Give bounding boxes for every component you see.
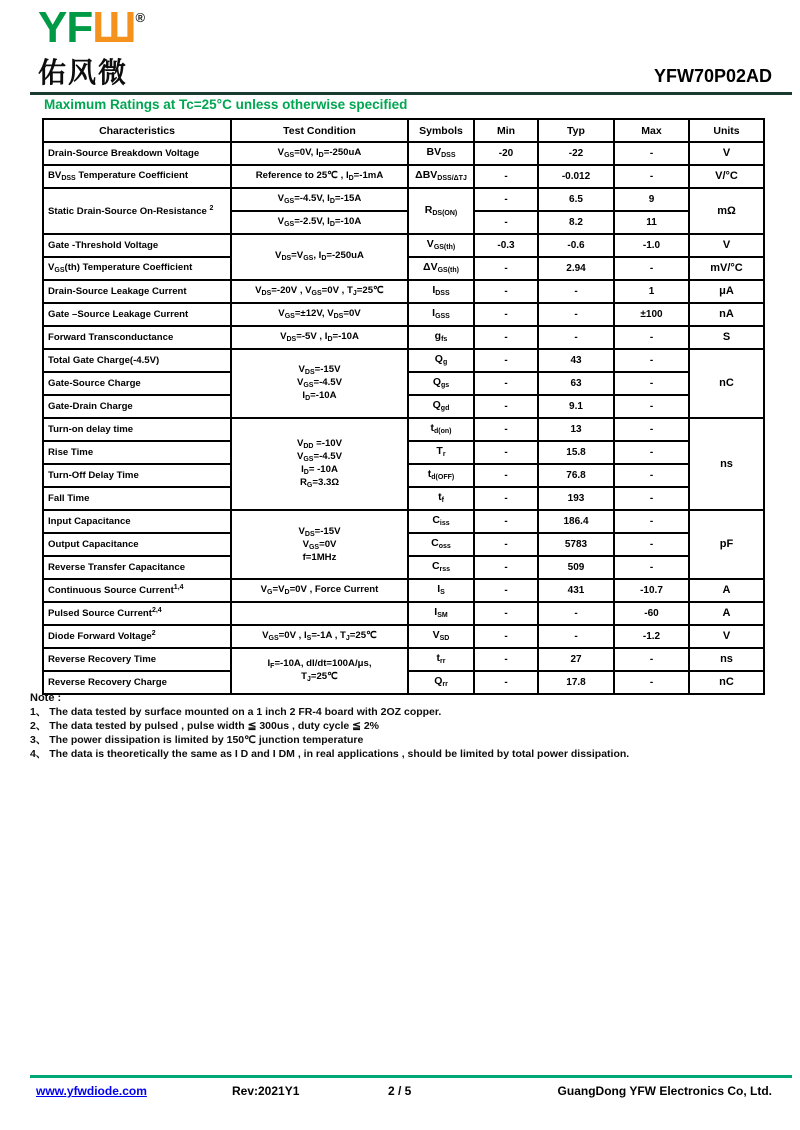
table-cell: -	[474, 533, 538, 556]
table-cell: Pulsed Source Current$^{2,4}$	[43, 602, 231, 625]
table-cell: Reference to 25℃ , $I_D=-1mA$	[231, 165, 408, 188]
table-cell: -	[474, 441, 538, 464]
table-cell: -0.012	[538, 165, 614, 188]
table-cell: ±100	[614, 303, 689, 326]
table-cell: $V_{DS}=-15V$ $V_{GS}=-4.5V$ $I_D=-10A$	[231, 349, 408, 418]
table-cell: $V_{GS}=\pm 12V$, $V_{DS}=0V$	[231, 303, 408, 326]
table-cell: nC	[689, 349, 764, 418]
table-cell: $\Delta BV_{DSS/\Delta TJ}$	[408, 165, 474, 188]
column-header-min: Min	[474, 119, 538, 142]
table-cell: -60	[614, 602, 689, 625]
column-header-test-condition: Test Condition	[231, 119, 408, 142]
table-cell: 17.8	[538, 671, 614, 694]
table-cell: nC	[689, 671, 764, 694]
table-cell: -	[474, 671, 538, 694]
table-cell: -	[614, 372, 689, 395]
table-cell: mV/°C	[689, 257, 764, 280]
logo-w-glyph: Ш	[92, 3, 136, 52]
registered-trademark-icon: ®	[135, 10, 146, 25]
table-cell: -	[474, 165, 538, 188]
table-cell: -1.2	[614, 625, 689, 648]
logo-chinese-name: 佑风微	[38, 57, 129, 88]
table-cell: Turn-Off Delay Time	[43, 464, 231, 487]
table-cell: 9.1	[538, 395, 614, 418]
table-cell: Fall Time	[43, 487, 231, 510]
table-cell: Continuous Source Current$^{1,4}$	[43, 579, 231, 602]
column-header-typ: Typ	[538, 119, 614, 142]
table-cell: Turn-on delay time	[43, 418, 231, 441]
table-cell: 193	[538, 487, 614, 510]
table-cell: V	[689, 625, 764, 648]
table-cell: -0.3	[474, 234, 538, 257]
table-cell: -20	[474, 142, 538, 165]
table-cell: 8.2	[538, 211, 614, 234]
table-cell: V	[689, 234, 764, 257]
table-cell: 5783	[538, 533, 614, 556]
table-cell: 509	[538, 556, 614, 579]
table-cell: Gate-Source Charge	[43, 372, 231, 395]
table-cell: 13	[538, 418, 614, 441]
page-number: 2 / 5	[388, 1084, 412, 1098]
table-cell: $t_{d(on)}$	[408, 418, 474, 441]
table-cell: -	[614, 165, 689, 188]
table-cell: pF	[689, 510, 764, 579]
table-cell: $V_{DD} =-10V$ $V_{GS}=-4.5V$ $I_D= -10A$ $R_G=3.3\Omega$	[231, 418, 408, 510]
column-header-characteristics: Characteristics	[43, 119, 231, 142]
table-cell: -22	[538, 142, 614, 165]
table-cell: -	[614, 257, 689, 280]
table-cell: $t_f$	[408, 487, 474, 510]
table-cell: $R_{DS(ON)}$	[408, 188, 474, 234]
note-item: 2、 The data tested by pulsed , pulse width ≦ 300us , duty cycle ≦ 2%	[30, 720, 380, 732]
table-cell: $V_{GS}=-4.5V$, $I_D=-15A$	[231, 188, 408, 211]
table-cell: Reverse Transfer Capacitance	[43, 556, 231, 579]
logo-wordmark	[38, 3, 146, 52]
table-cell: 11	[614, 211, 689, 234]
table-cell: -	[474, 349, 538, 372]
table-cell: -	[538, 602, 614, 625]
table-cell: -	[538, 625, 614, 648]
table-cell: $V_{SD}$	[408, 625, 474, 648]
table-cell: mΩ	[689, 188, 764, 234]
table-cell: 63	[538, 372, 614, 395]
table-cell: A	[689, 579, 764, 602]
table-cell: $C_{iss}$	[408, 510, 474, 533]
notes-section	[30, 692, 770, 761]
table-cell: $BV_{DSS}$ Temperature Coefficient	[43, 165, 231, 188]
revision-label: Rev:2021Y1	[232, 1084, 300, 1098]
table-cell: -	[474, 510, 538, 533]
table-cell: Gate -Threshold Voltage	[43, 234, 231, 257]
table-cell: $g_{fs}$	[408, 326, 474, 349]
table-row	[43, 188, 764, 211]
table-cell: 431	[538, 579, 614, 602]
column-header-units: Units	[689, 119, 764, 142]
table-header-row	[43, 119, 764, 142]
footer	[0, 1084, 800, 1104]
table-row	[43, 510, 764, 533]
note-item: 1、 The data tested by surface mounted on a 1 inch 2 FR-4 board with 2OZ copper.	[30, 706, 442, 718]
table-cell: $V_{DS}=-15V$ $V_{GS}=0V$ f=1MHz	[231, 510, 408, 579]
table-row	[43, 142, 764, 165]
header-divider-line	[30, 92, 792, 95]
table-cell: A	[689, 602, 764, 625]
table-cell: -	[474, 418, 538, 441]
table-cell: -0.6	[538, 234, 614, 257]
column-header-max: Max	[614, 119, 689, 142]
part-number-title: YFW70P02AD	[653, 66, 772, 86]
table-cell: -	[614, 648, 689, 671]
table-cell: 186.4	[538, 510, 614, 533]
table-cell: -	[474, 326, 538, 349]
table-cell: -	[474, 303, 538, 326]
table-cell: $T_r$	[408, 441, 474, 464]
table-cell: 2.94	[538, 257, 614, 280]
section-title: Maximum Ratings at Tc=25°C unless otherwise specified	[44, 97, 408, 112]
table-cell: $I_S$	[408, 579, 474, 602]
table-cell: 27	[538, 648, 614, 671]
table-cell: -	[614, 418, 689, 441]
table-cell: Forward Transconductance	[43, 326, 231, 349]
table-row	[43, 625, 764, 648]
table-row	[43, 418, 764, 441]
table-cell: $V_{GS(th)}$	[408, 234, 474, 257]
footer-divider-line	[30, 1075, 792, 1078]
table-cell: -	[474, 395, 538, 418]
table-cell: $I_{DSS}$	[408, 280, 474, 303]
table-cell: Diode Forward Voltage$^2$	[43, 625, 231, 648]
table-cell: $V_G=V_D=0V$ , Force Current	[231, 579, 408, 602]
table-cell: $V_{DS}=V_{GS}$, $I_D=-250uA$	[231, 234, 408, 280]
table-cell: V/°C	[689, 165, 764, 188]
table-cell: -	[614, 533, 689, 556]
table-cell: $Q_{rr}$	[408, 671, 474, 694]
table-cell: -	[614, 464, 689, 487]
table-cell: 1	[614, 280, 689, 303]
table-row	[43, 648, 764, 671]
table-cell: -	[614, 326, 689, 349]
website-link[interactable]: www.yfwdiode.com	[36, 1084, 147, 1098]
table-cell: $V_{GS}=0V$, $I_D=-250uA$	[231, 142, 408, 165]
note-item: 3、 The power dissipation is limited by 150℃ junction temperature	[30, 734, 364, 746]
table-cell: -	[474, 257, 538, 280]
table-cell: 15.8	[538, 441, 614, 464]
table-cell: $C_{rss}$	[408, 556, 474, 579]
table-row	[43, 349, 764, 372]
note-item: 4、 The data is theoretically the same as I D and I DM , in real applications , should be limited by total power dissipation.	[30, 748, 630, 760]
table-cell: nA	[689, 303, 764, 326]
table-cell: 6.5	[538, 188, 614, 211]
company-name: GuangDong YFW Electronics Co, Ltd.	[557, 1084, 772, 1098]
table-cell: S	[689, 326, 764, 349]
table-cell: $Q_{gs}$	[408, 372, 474, 395]
table-cell: 43	[538, 349, 614, 372]
logo-yf-text: YF	[38, 3, 93, 52]
table-cell: -	[614, 487, 689, 510]
table-cell: -	[538, 280, 614, 303]
table-cell: -	[538, 303, 614, 326]
table-cell: $Q_g$	[408, 349, 474, 372]
table-cell: -	[474, 579, 538, 602]
table-cell: ns	[689, 418, 764, 510]
table-cell: Reverse Recovery Time	[43, 648, 231, 671]
table-cell: -	[474, 625, 538, 648]
table-cell: ns	[689, 648, 764, 671]
table-cell: -	[614, 441, 689, 464]
table-cell: $I_F=-10A$, dI/dt=100A/μs, $T_J=25℃$	[231, 648, 408, 694]
table-cell: -	[614, 142, 689, 165]
table-cell: Output Capacitance	[43, 533, 231, 556]
table-cell: Drain-Source Leakage Current	[43, 280, 231, 303]
table-cell: 9	[614, 188, 689, 211]
table-cell: Gate-Drain Charge	[43, 395, 231, 418]
table-cell: $Q_{gd}$	[408, 395, 474, 418]
table-cell: -10.7	[614, 579, 689, 602]
table-cell	[231, 602, 408, 625]
table-cell: -	[614, 671, 689, 694]
table-cell: $\Delta V_{GS(th)}$	[408, 257, 474, 280]
notes-list	[30, 705, 770, 761]
table-cell: -	[474, 280, 538, 303]
table-row	[43, 579, 764, 602]
table-row	[43, 326, 764, 349]
table-cell: -	[474, 188, 538, 211]
table-cell: 76.8	[538, 464, 614, 487]
table-cell: $I_{GSS}$	[408, 303, 474, 326]
table-cell: μA	[689, 280, 764, 303]
table-cell: $V_{GS}=0V$ , $I_S=-1A$ , $T_J=25℃$	[231, 625, 408, 648]
table-cell: -	[614, 556, 689, 579]
table-cell: -1.0	[614, 234, 689, 257]
table-cell: Total Gate Charge(-4.5V)	[43, 349, 231, 372]
table-cell: $t_{d(OFF)}$	[408, 464, 474, 487]
table-row	[43, 280, 764, 303]
table-cell: -	[474, 648, 538, 671]
table-cell: $V_{DS}=-20V$ , $V_{GS}=0V$ , $T_J=25℃$	[231, 280, 408, 303]
table-cell: $V_{GS}(th)$ Temperature Coefficient	[43, 257, 231, 280]
table-cell: -	[614, 349, 689, 372]
table-row	[43, 165, 764, 188]
table-cell: -	[474, 602, 538, 625]
table-cell: Drain-Source Breakdown Voltage	[43, 142, 231, 165]
company-logo	[38, 3, 146, 91]
table-cell: $t_{rr}$	[408, 648, 474, 671]
table-cell: -	[474, 487, 538, 510]
table-cell: -	[614, 510, 689, 533]
table-cell: -	[538, 326, 614, 349]
table-cell: V	[689, 142, 764, 165]
table-cell: -	[474, 372, 538, 395]
table-cell: -	[474, 464, 538, 487]
notes-title: Note :	[30, 692, 62, 704]
table-cell: -	[614, 395, 689, 418]
table-cell: Reverse Recovery Charge	[43, 671, 231, 694]
table-cell: -	[474, 211, 538, 234]
table-cell: Gate –Source Leakage Current	[43, 303, 231, 326]
table-cell: $V_{DS}=-5V$ , $I_D=-10A$	[231, 326, 408, 349]
table-cell: Static Drain-Source On-Resistance $^2$	[43, 188, 231, 234]
table-cell: Rise Time	[43, 441, 231, 464]
column-header-symbols: Symbols	[408, 119, 474, 142]
table-cell: $I_{SM}$	[408, 602, 474, 625]
table-cell: $V_{GS}=-2.5V$, $I_D=-10A$	[231, 211, 408, 234]
table-cell: $C_{oss}$	[408, 533, 474, 556]
maximum-ratings-table	[42, 118, 765, 695]
table-row	[43, 602, 764, 625]
table-cell: $BV_{DSS}$	[408, 142, 474, 165]
table-row	[43, 303, 764, 326]
table-cell: -	[474, 556, 538, 579]
table-row	[43, 234, 764, 257]
table-cell: Input Capacitance	[43, 510, 231, 533]
